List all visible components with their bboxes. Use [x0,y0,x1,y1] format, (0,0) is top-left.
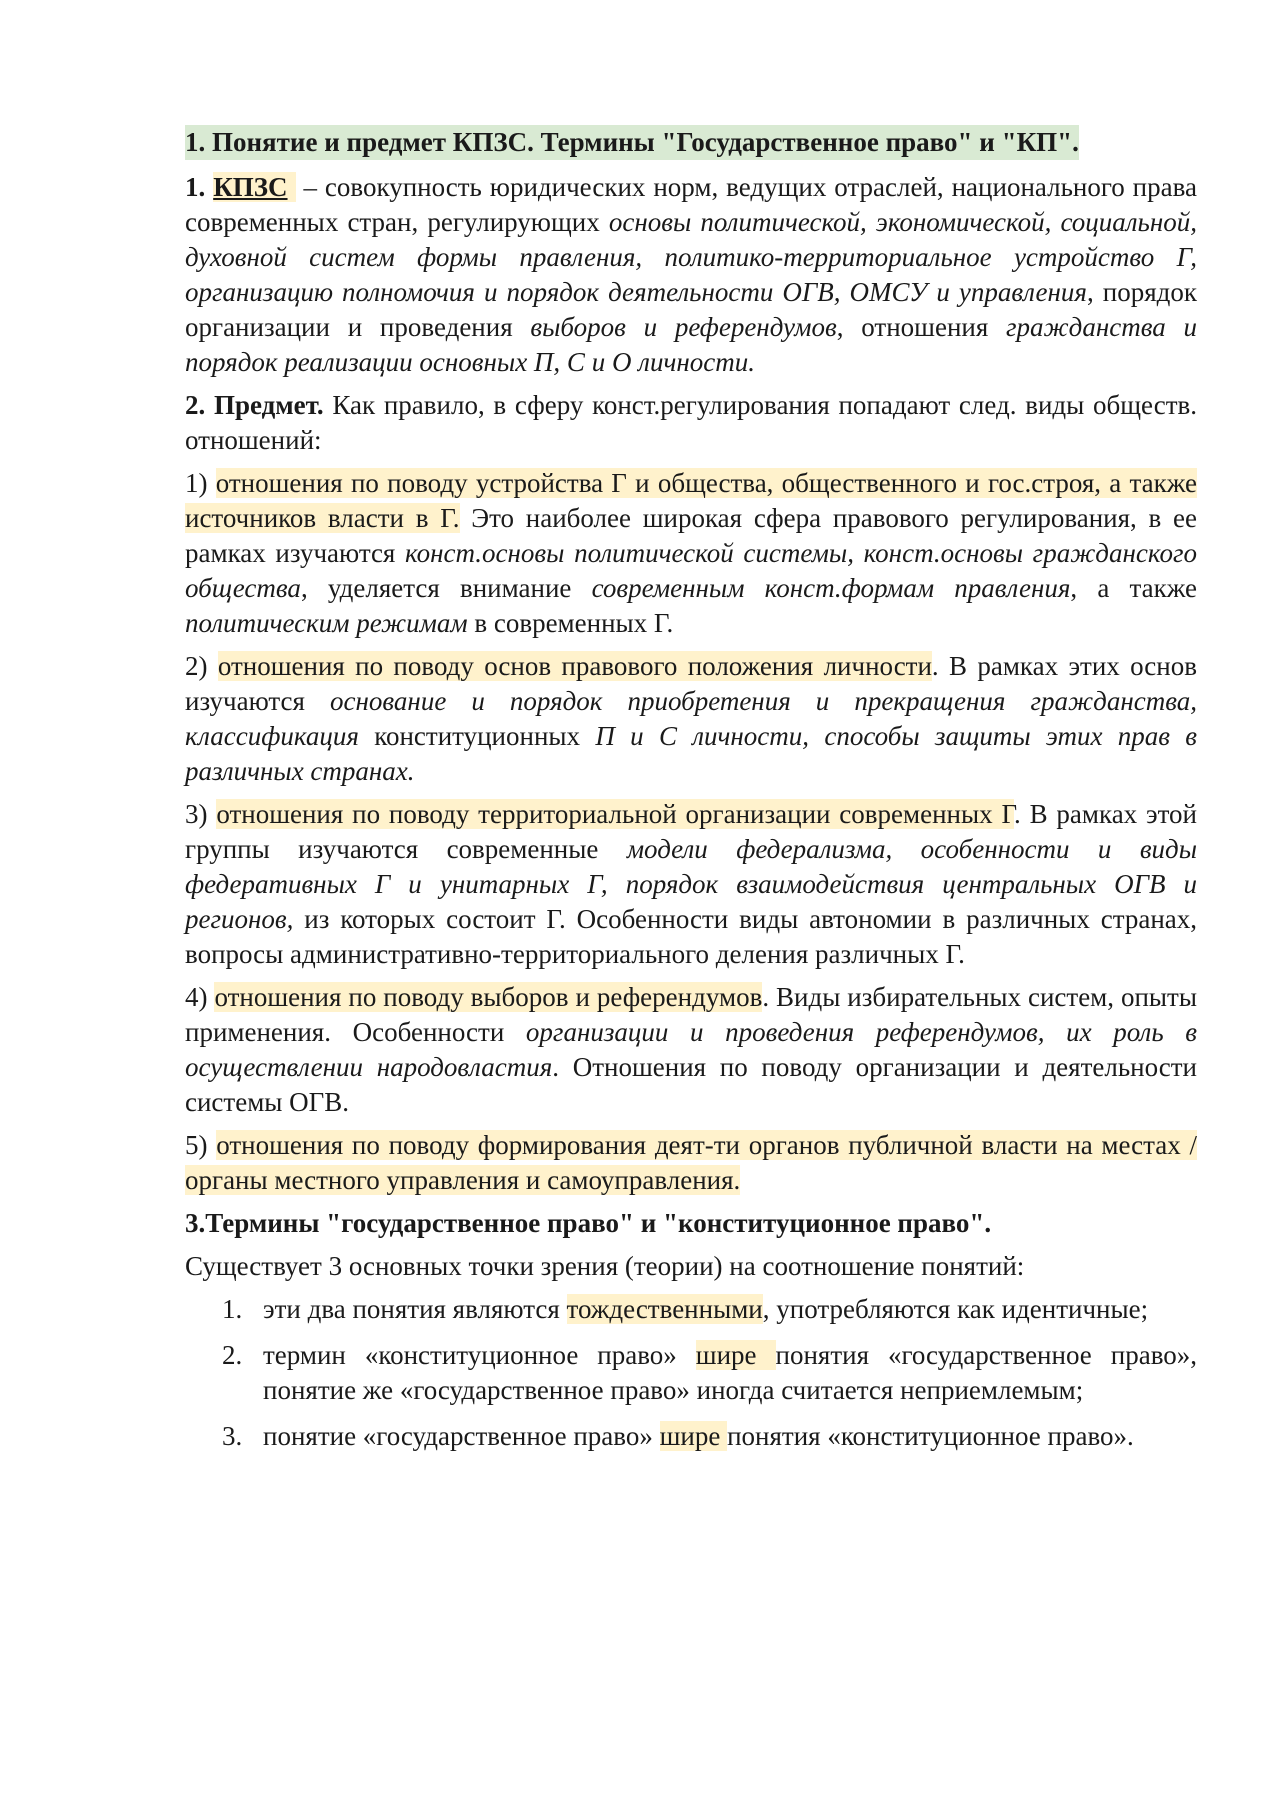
definition-italic-1: основы политической, экономической, социальной, духовной систем формы правления, политико-территориальное устройство Г, организацию полномочия и порядок деятельности ОГВ, ОМСУ и управления [185,207,1197,307]
subject-paragraph [185,388,1197,458]
relation-italic: основание и порядок приобретения и прекращения гражданства, классификация [185,686,1197,751]
list-highlight: шире [659,1421,728,1451]
relation-item-5 [185,1128,1197,1198]
relation-text: , уделяется внимание [300,573,592,603]
document-title-row [185,125,1197,160]
definition-paragraph [185,170,1197,380]
list-item [222,1419,1197,1454]
relation-italic: модели федерализма, особенности и виды федеративных Г и унитарных Г, порядок взаимодействия центральных ОГВ и регионов, [185,834,1197,934]
relation-item-2 [185,649,1197,789]
list-text: понятие «государственное право» [263,1421,660,1451]
relation-text: в современных Г. [467,608,674,638]
relation-text: . Отношения по поводу организации и деятельности системы ОГВ. [185,1052,1198,1117]
subject-text: Как правило, в сферу конст.регулирования попадают след. виды обществ. отношений: [185,390,1197,455]
relation-italic: политическим режимам [185,608,468,638]
terms-heading-row [185,1206,1197,1241]
relation-number: 1) [185,468,216,498]
relation-item-3 [185,797,1197,972]
list-text: эти два понятия являются [263,1294,567,1324]
relation-text: конституционных [358,721,596,751]
list-number: 1. [222,1294,243,1324]
relation-italic: П и С личности, способы защиты этих прав в различных странах. [185,721,1198,786]
terms-intro: Существует 3 основных точки зрения (теории) на соотношение понятий: [185,1251,1025,1281]
list-highlight: тождественными [566,1294,763,1324]
relation-text: . Виды избирательных систем, опыты применения. Особенности [185,982,1197,1047]
list-text: , употребляются как идентичные; [762,1294,1149,1324]
relation-number: 3) [185,799,217,829]
relation-text: . В рамках этой группы изучаются современные [185,799,1197,864]
list-item [222,1338,1198,1408]
relation-highlight: отношения по поводу формирования деят-ти органов публичной власти на местах / органы местного управления и самоуправления. [185,1130,1197,1195]
relation-highlight: отношения по поводу территориальной организации современных Г [216,799,1015,829]
relation-number: 2) [185,651,218,681]
relation-number: 4) [185,982,215,1012]
relation-text: . В рамках этих основ изучаются [185,651,1197,716]
relation-highlight: отношения по поводу основ правового положения личности [217,651,932,681]
subject-label: 2. Предмет. [185,390,324,420]
definition-text-3: , отношения [836,312,1007,342]
document-page [185,125,1197,1465]
terms-heading: 3.Термины "государственное право" и "конституционное право". [185,1208,992,1238]
relation-number: 5) [185,1130,217,1160]
definition-italic-3: гражданства и порядок реализации основных П, С и О личности. [185,312,1197,377]
list-highlight: шире [695,1340,776,1370]
list-text: понятия «государственное право», понятие же «государственное право» иногда считается неприемлемым; [263,1340,1198,1405]
relation-item-1 [185,466,1197,641]
relation-item-4 [185,980,1197,1120]
relation-highlight: отношения по поводу устройства Г и общества, общественного и гос.строя, а также источников власти в Г. [185,468,1197,533]
list-text: термин «конституционное право» [263,1340,696,1370]
list-item [222,1292,1197,1327]
relation-text: , а также [1070,573,1197,603]
terms-list [185,1292,1197,1454]
relation-italic: современным конст.формам правления [591,573,1071,603]
document-title: 1. Понятие и предмет КПЗС. Термины "Государственное право" и "КП". [185,125,1079,160]
relation-italic: организации и проведения референдумов, их роль в осуществлении народовластия [185,1017,1197,1082]
relation-text: Это наиболее широкая сфера правового регулирования, в ее рамках изучаются [185,503,1197,568]
list-text: понятия «конституционное право». [727,1421,1134,1451]
list-number: 2. [222,1340,243,1370]
definition-text: – совокупность юридических норм, ведущих отраслей, национального права современных стран, регулирующих [185,172,1197,237]
definition-term: КПЗС [213,172,295,202]
definition-italic-2: выборов и референдумов [530,312,837,342]
relation-italic: конст.основы политической системы, конст.основы гражданского общества [185,538,1197,603]
definition-number: 1. [185,172,206,202]
relation-text: из которых состоит Г. Особенности виды автономии в различных странах, вопросы административно-территориального деления различных Г. [185,904,1197,969]
relation-highlight: отношения по поводу выборов и референдумов [214,982,763,1012]
definition-text-2: , порядок организации и проведения [185,277,1197,342]
list-number: 3. [222,1421,243,1451]
